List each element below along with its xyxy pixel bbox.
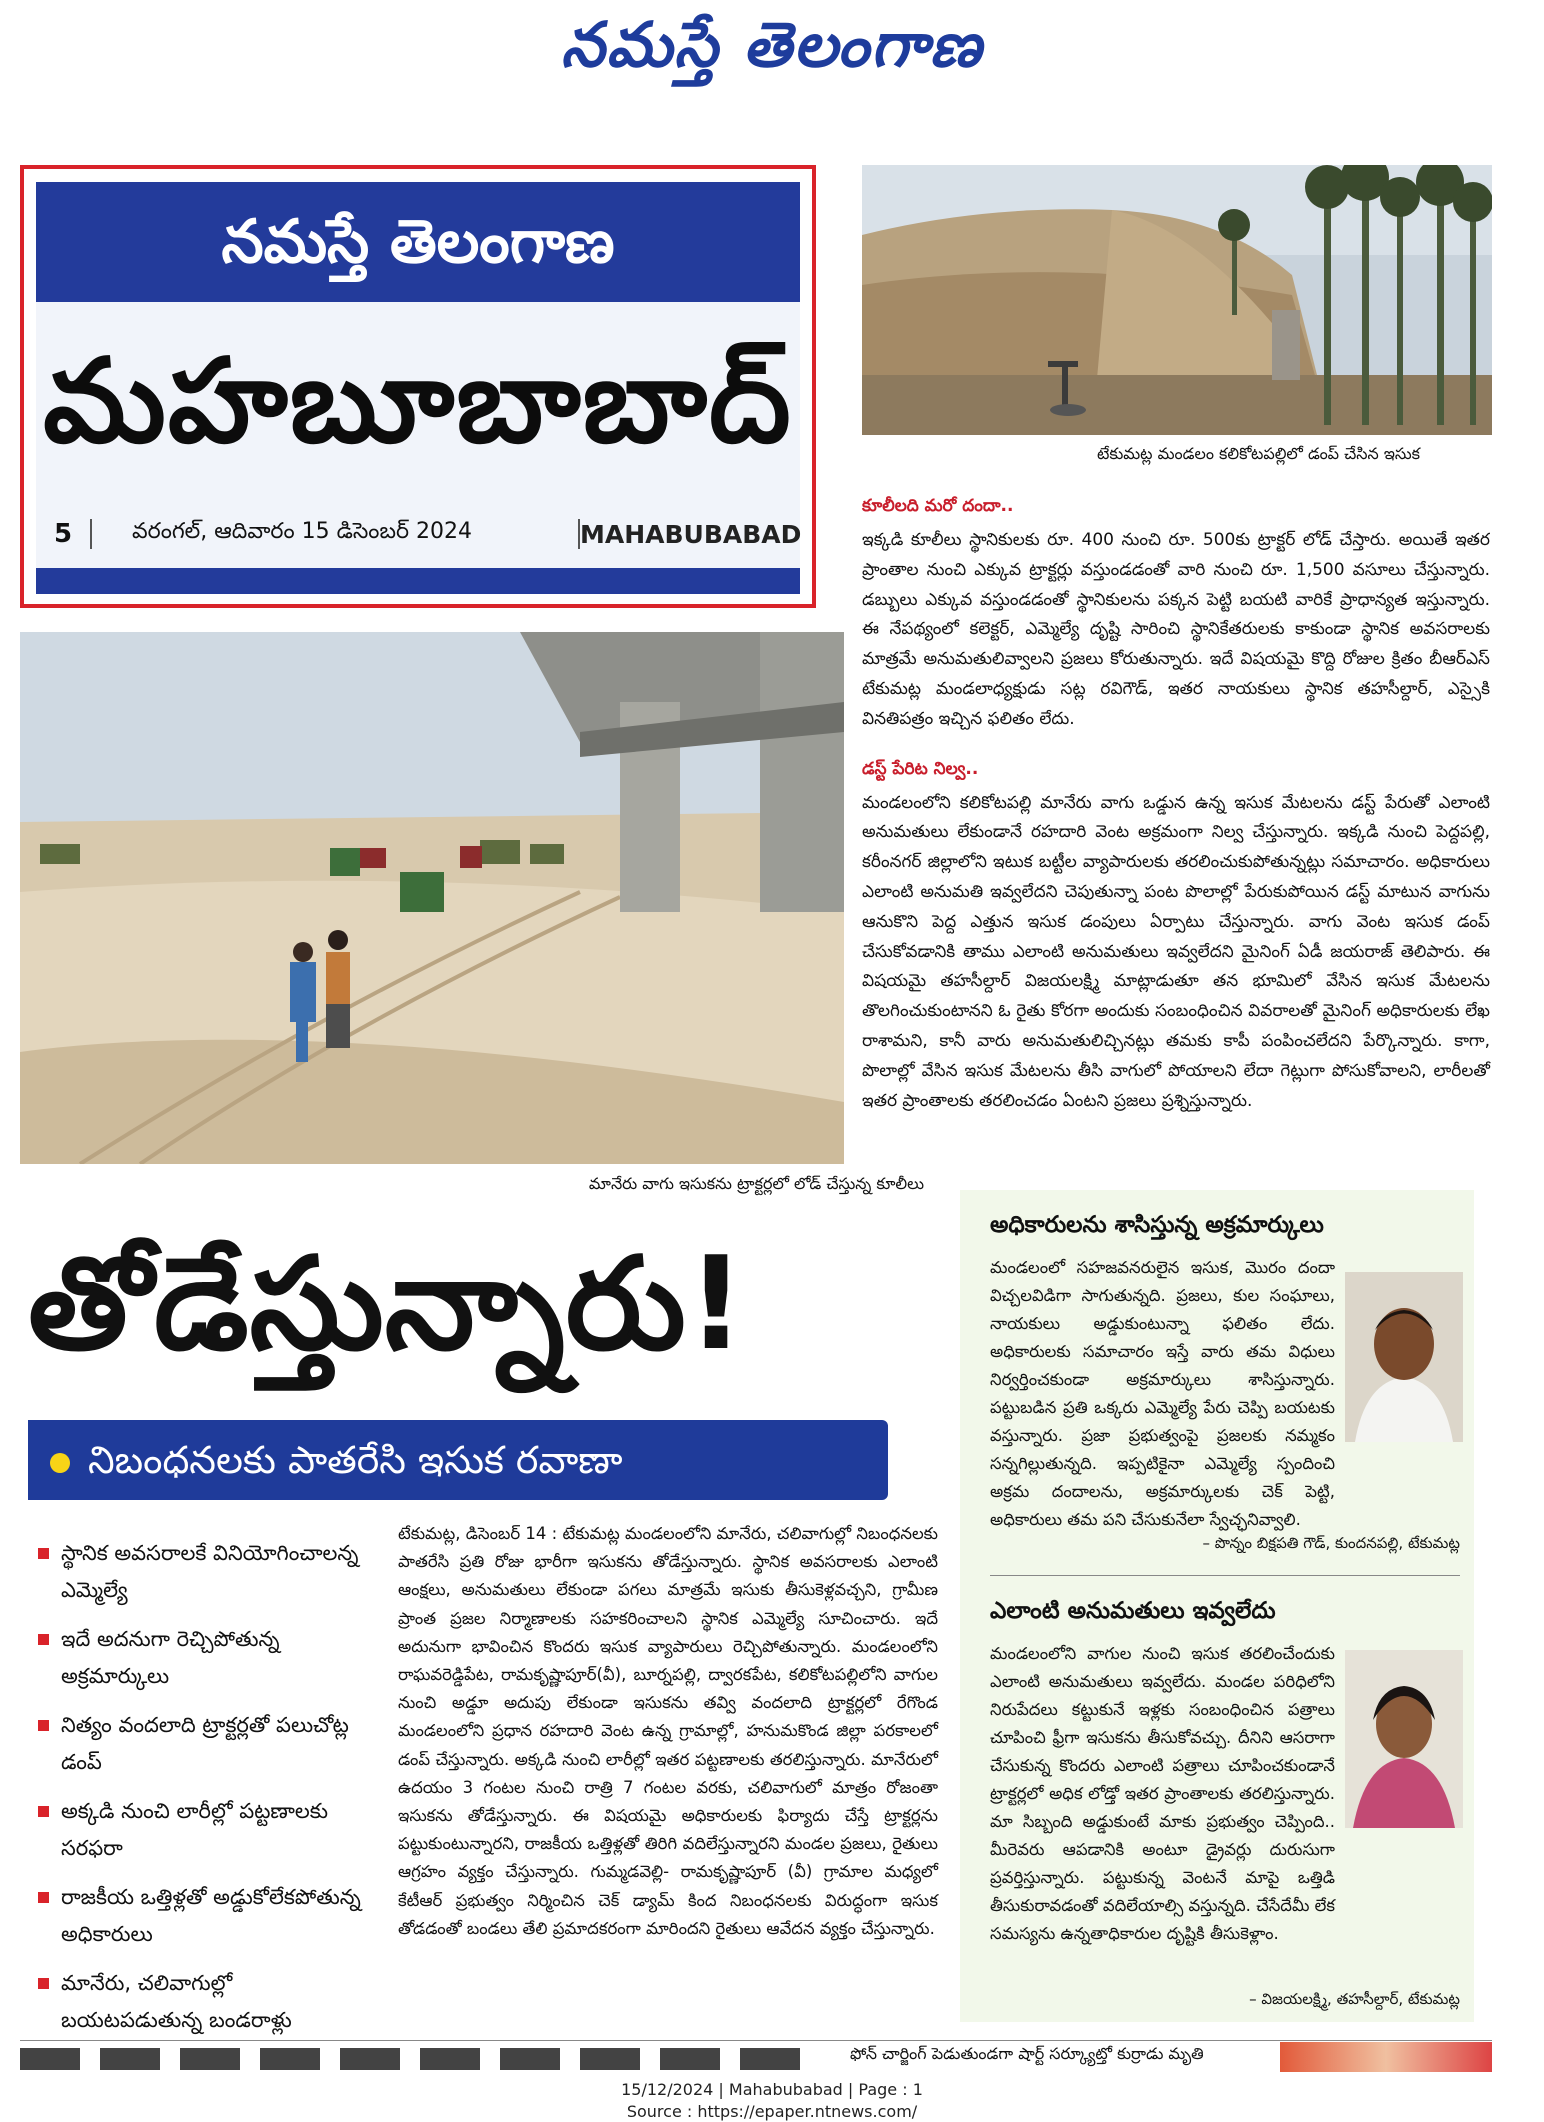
bottom-photo-fragment bbox=[1280, 2042, 1492, 2072]
sidebar-signature: – పొన్నం బిక్షపతి గౌడ్, కుందనపల్లి, టేకుమట్ల bbox=[1202, 1534, 1460, 1552]
highlight-text: నిత్యం వందలాది ట్రాక్టర్లతో పలుచోట్ల డంప్ bbox=[61, 1713, 349, 1774]
next-headline-fragment bbox=[20, 2048, 820, 2070]
bottom-strip-text: ఫోన్ చార్జింగ్ పెడుతుండగా షార్ట్ సర్క్యూట్తో కుర్రాడు మృతి bbox=[850, 2044, 1204, 2063]
red-square-icon bbox=[38, 1892, 49, 1903]
bottom-divider bbox=[20, 2040, 1492, 2041]
tahsildar-photo bbox=[1345, 1650, 1463, 1828]
red-square-icon bbox=[38, 1978, 49, 1989]
bullet-dot-icon bbox=[50, 1453, 70, 1473]
red-square-icon bbox=[38, 1806, 49, 1817]
red-square-icon bbox=[38, 1720, 49, 1731]
sidebar-text: మండలంలో సహజవనరులైన ఇసుక, మొరం దందా విచ్చలవిడిగా సాగుతున్నది. ప్రజలు, కుల సంఘాలు, నాయకులు అడ్డుకుంటున్నా ఫలితం లేదు. అధికారులకు సమాచారం ఇస్తే వారు తమ విధులు నిర్వర్తించకుండా అక్రమార్కులు శాసిస్తున్నారు. పట్టుబడిన ప్రతి ఒక్కరు ఎమ్మెల్యే పేరు చెప్పి బయటకు వస్తున్నారు. ప్రజా ప్రభుత్వంపై ప్రజలకు నమ్మకం సన్నగిల్లుతున్నది. ఇప్పటికైనా ఎమ్మెల్యే స్పందించి అక్రమ దందాలను, అక్రమార్కులకు చెక్ పెట్టి, అధికారులు తమ పని చేసుకునేలా స్వేచ్ఛనివ్వాలి. bbox=[990, 1258, 1335, 1529]
sidebar-title: అధికారులను శాసిస్తున్న అక్రమార్కులు bbox=[990, 1212, 1324, 1238]
sub-headline-banner bbox=[28, 1420, 888, 1500]
edition-bottom-bar bbox=[36, 568, 800, 594]
edition-name-english: MAHABUBABAD bbox=[580, 519, 802, 549]
sidebar-text: మండలంలోని వాగుల నుంచి ఇసుక తరలించేందుకు ఎలాంటి అనుమతులు ఇవ్వలేదు. మండల పరిధిలోని నిరుపేదలు కట్టుకునే ఇళ్లకు సంబంధించిన పత్రాలు చూపించి ఫ్రీగా ఇసుకను తీసుకోవచ్చు. దీనిని ఆసరాగా చేసుకున్న కొందరు ఎలాంటి పత్రాలు చూపించకుండానే ట్రాక్టర్లలో అధిక లోడ్తో ఇతర ప్రాంతాలకు తరలిస్తున్నారు. మా సిబ్బంది అడ్డుకుంటే మాకు ప్రభుత్వం చెప్పింది.. మీరెవరు ఆపడానికి అంటూ డ్రైవర్లు దురుసుగా ప్రవర్తిస్తున్నారు. పట్టుకున్న వెంటనే మాపై ఒత్తిడి తీసుకురావడంతో వదిలేయాల్సి వస్తున్నది. చేసేదేమీ లేక సమస్యను ఉన్నతాధికారుల దృష్టికి తీసుకెళ్లాం. bbox=[990, 1644, 1335, 1943]
sidebar-item-title bbox=[990, 1212, 1450, 1244]
main-headline: తోడేస్తున్నారు! bbox=[28, 1230, 747, 1379]
sand-dump-photo bbox=[862, 165, 1492, 435]
highlight-text: రాజకీయ ఒత్తిళ్లతో అడ్డుకోలేకపోతున్న అధికారులు bbox=[61, 1885, 361, 1946]
highlight-text: ఇదే అదనుగా రెచ్చిపోతున్న అక్రమార్కులు bbox=[61, 1627, 280, 1688]
dateline: వరంగల్, ఆదివారం 15 డిసెంబర్ 2024 bbox=[92, 519, 580, 549]
red-square-icon bbox=[38, 1634, 49, 1645]
section-text: ఇక్కడి కూలీలు స్థానికులకు రూ. 400 నుంచి రూ. 500కు ట్రాక్టర్ లోడ్ చేస్తారు. అయితే ఇతర ప్రాంతాల నుంచి ఎక్కువ ట్రాక్టర్లు వస్తుండడంతో వారి నుంచి రూ. 1,500 వసూలు చేస్తున్నారు. డబ్బులు ఎక్కువ వస్తుండడంతో స్థానికులను పక్కన పెట్టి బయటి వారికే ప్రాధాన్యత ఇస్తున్నారు. ఈ నేపథ్యంలో కలెక్టర్, ఎమ్మెల్యే దృష్టి సారించి స్థానికేతరులకు కాకుండా స్థానిక అవసరాలకు మాత్రమే అనుమతులివ్వాలని ప్రజలు కోరుతున్నారు. ఇదే విషయమై కొద్ది రోజుల క్రితం బీఆర్ఎస్ టేకుమట్ల మండలాధ్యక్షుడు సట్ల రవిగౌడ్, ఇతర నాయకులు స్థానిక తహసీల్దార్, ఎస్సైకి వినతిపత్రం ఇచ్చిన ఫలితం లేదు. bbox=[862, 530, 1490, 729]
highlights-list bbox=[38, 1535, 378, 2051]
highlight-item bbox=[38, 1707, 378, 1781]
sidebar-title: ఎలాంటి అనుమతులు ఇవ్వలేదు bbox=[990, 1598, 1276, 1624]
red-square-icon bbox=[38, 1548, 49, 1559]
edition-place-title: మహబూబాబాద్ bbox=[43, 334, 793, 469]
masthead: నమస్తే తెలంగాణ bbox=[560, 8, 984, 81]
main-story-text: టేకుమట్ల, డిసెంబర్ 14 : టేకుమట్ల మండలంలోని మానేరు, చలివాగుల్లో నిబంధనలకు పాతరేసి ప్రతి రోజు భారీగా ఇసుకను తోడేస్తున్నారు. స్థానిక అవసరాలకు ఎలాంటి ఆంక్షలు, అనుమతులు లేకుండా పగలు మాత్రమే ఇసుకు తీసుకెళ్లవచ్చని, గ్రామీణ ప్రాంత ప్రజల నిర్మాణాలకు సహకరించాలని స్థానిక ఎమ్మెల్యే సూచించారు. ఇదే అదునుగా భావించిన కొందరు ఇసుక వ్యాపారులు రెచ్చిపోతున్నారు. మండలంలోని రాఘవరెడ్డిపేట, రామకృష్ణాపూర్(వీ), బూర్నపల్లి, ద్వారకపేట, కలికోటపల్లిలోని వాగుల నుంచి అడ్డూ అదుపు లేకుండా ఇసుకను తవ్వి వందలాది ట్రాక్టర్లలో రేగొండ మండలంలోని ప్రధాన రహదారి వెంట ఉన్న గ్రామాల్లో, హనుమకొండ జిల్లా పరకాలలో డంప్ చేస్తున్నారు. అక్కడి నుంచి లారీల్లో ఇతర పట్టణాలకు తరలిస్తున్నారు. మానేరులో ఉదయం 3 గంటల నుంచి రాత్రి 7 గంటల వరకు, చలివాగులో మాత్రం రోజంతా ఇసుకను తోడేస్తున్నారు. ఈ విషయమై అధికారులకు ఫిర్యాదు చేస్తే ట్రాక్టర్లను పట్టుకుంటున్నారని, రాజకీయ ఒత్తిళ్లతో తిరిగి వదిలేస్తున్నారని మండల ప్రజలు, రైతులు ఆగ్రహం వ్యక్తం చేస్తున్నారు. గుమ్మడవెల్లి- రామకృష్ణాపూర్ (వీ) గ్రామాల మధ్యలో కేటీఆర్ ప్రభుత్వం నిర్మించిన చెక్ డ్యామ్ కింద నిబంధనలకు విరుద్ధంగా ఇసుక తోడడంతో బండలు తేలి ప్రమాదకరంగా మారిందని రైతులు ఆవేదన వ్యక్తం చేస్తున్నారు. bbox=[398, 1524, 938, 1938]
highlight-text: అక్కడి నుంచి లారీల్లో పట్టణాలకు సరఫరా bbox=[61, 1799, 328, 1860]
edition-meta bbox=[36, 505, 800, 563]
highlight-text: మానేరు, చలివాగుల్లో బయటపడుతున్న బండరాళ్లు bbox=[61, 1971, 292, 2032]
highlight-item bbox=[38, 1535, 378, 1609]
section-subhead: డస్ట్ పేరిట నిల్వ.. bbox=[862, 758, 979, 779]
right-column bbox=[862, 496, 1490, 1116]
sidebar-signature: – విజయలక్ష్మి, తహసీల్దార్, టేకుమట్ల bbox=[1249, 1990, 1460, 2008]
sidebar-item-title bbox=[990, 1598, 1450, 1630]
highlight-item bbox=[38, 1621, 378, 1695]
section-subhead: కూలీలది మరో దందా.. bbox=[862, 496, 1014, 516]
edition-brand: నమస్తే తెలంగాణ bbox=[36, 182, 800, 302]
top-photo-caption: టేకుమట్ల మండలం కలికోటపల్లిలో డంప్ చేసిన ఇసుక bbox=[1097, 444, 1420, 463]
river-sand-loading-photo bbox=[20, 632, 844, 1164]
sub-headline: నిబంధనలకు పాతరేసి ఇసుక రవాణా bbox=[88, 1438, 623, 1482]
section-text: మండలంలోని కలికోటపల్లి మానేరు వాగు ఒడ్డున ఉన్న ఇసుక మేటలను డస్ట్ పేరుతో ఎలాంటి అనుమతులు లేకుండానే రహదారి వెంట అక్రమంగా నిల్వ చేస్తున్నారు. ఇక్కడి నుంచి పెద్దపల్లి, కరీంనగర్ జిల్లాలోని ఇటుక బట్టీల వ్యాపారులకు తరలించుకుపోతున్నట్లు సమాచారం. అధికారులు ఎలాంటి అనుమతి ఇవ్వలేదని చెపుతున్నా పంట పొలాల్లో పేరుకుపోయిన డస్ట్ మాటున వాగును ఆనుకొని పెద్ద ఎత్తున ఇసుక డంపులు ఏర్పాటు చేస్తున్నారు. వాగు వెంట ఇసుక డంప్ చేసుకోవడానికి తాము ఎలాంటి అనుమతులు ఇవ్వలేదని మైనింగ్ ఏడీ జయరాజ్ తెలిపారు. ఈ విషయమై తహసీల్దార్ విజయలక్ష్మి మాట్లాడుతూ తన భూమిలో వేసిన ఇసుక మేటలను తొలగించుకుంటానని ఓ రైతు కోరగా అందుకు సంబంధించిన వివరాలతో మైనింగ్ అధికారులకు లేఖ రాశామని, కానీ వారు అనుమతులిచ్చినట్లు తమకు కాపీ పంపించలేదని పేర్కొన్నారు. కాగా, పొలాల్లో వేసిన ఇసుక మేటలను తీసి వాగులో పోయాలని లేదా గెట్లుగా పోసుకోవాలని, లారీలతో ఇతర ప్రాంతాలకు తరలించడం ఏంటని ప్రజలు ప్రశ్నిస్తున్నారు. bbox=[862, 792, 1490, 1111]
footer-source: Source : https://epaper.ntnews.com/ bbox=[626, 2102, 918, 2121]
footer-date-page: 15/12/2024 | Mahabubabad | Page : 1 bbox=[621, 2080, 923, 2099]
highlight-item bbox=[38, 1879, 378, 1953]
highlight-text: స్థానిక అవసరాలకే వినియోగించాలన్న ఎమ్మెల్యే bbox=[61, 1541, 359, 1602]
person-photo bbox=[1345, 1272, 1463, 1442]
page-number: 5 bbox=[36, 519, 92, 549]
sidebar-divider bbox=[990, 1575, 1460, 1576]
highlight-item bbox=[38, 1793, 378, 1867]
main-photo-caption: మానేరు వాగు ఇసుకను ట్రాక్టర్లలో లోడ్ చేస్తున్న కూలీలు bbox=[588, 1174, 924, 1193]
highlight-item bbox=[38, 1965, 378, 2039]
